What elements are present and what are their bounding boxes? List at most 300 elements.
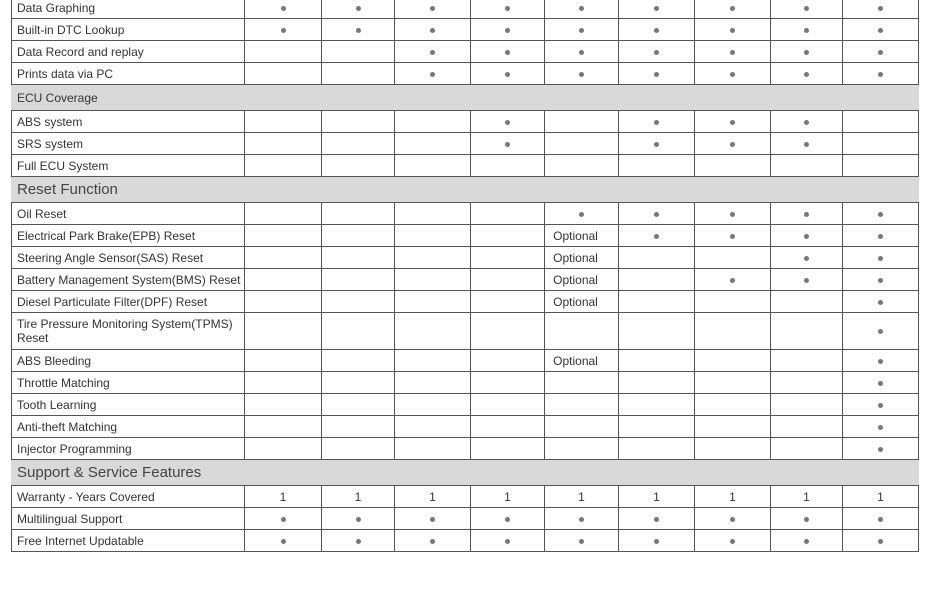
bullet-dot-icon xyxy=(654,212,659,217)
table-cell xyxy=(322,350,395,372)
table-cell xyxy=(619,486,695,508)
table-cell xyxy=(471,394,545,416)
bullet-dot-icon xyxy=(505,142,510,147)
table-cell xyxy=(545,155,619,177)
bullet-dot-icon xyxy=(579,72,584,77)
bullet-dot-icon xyxy=(430,539,435,544)
table-cell xyxy=(322,291,395,313)
table-cell xyxy=(395,269,471,291)
table-cell xyxy=(471,133,545,155)
table-cell xyxy=(471,372,545,394)
table-cell xyxy=(395,291,471,313)
bullet-dot-icon xyxy=(430,6,435,11)
bullet-dot-icon xyxy=(281,539,286,544)
bullet-dot-icon xyxy=(878,425,883,430)
table-cell xyxy=(843,416,919,438)
table-cell xyxy=(695,416,771,438)
table-cell xyxy=(771,0,843,19)
table-cell xyxy=(695,394,771,416)
table-cell xyxy=(545,486,619,508)
table-cell xyxy=(245,133,322,155)
bullet-dot-icon xyxy=(579,212,584,217)
table-row xyxy=(12,438,919,460)
table-cell xyxy=(471,350,545,372)
table-cell xyxy=(395,438,471,460)
table-cell xyxy=(395,225,471,247)
table-cell xyxy=(395,508,471,530)
table-cell xyxy=(695,203,771,225)
table-cell xyxy=(695,291,771,313)
table-cell xyxy=(471,291,545,313)
optional-text: Optional xyxy=(553,272,598,287)
table-cell xyxy=(695,486,771,508)
bullet-dot-icon xyxy=(878,212,883,217)
table-cell xyxy=(322,394,395,416)
bullet-dot-icon xyxy=(878,517,883,522)
bullet-dot-icon xyxy=(356,517,361,522)
table-cell xyxy=(695,269,771,291)
table-cell xyxy=(619,313,695,350)
section-header-row xyxy=(12,85,919,111)
table-cell xyxy=(545,203,619,225)
bullet-dot-icon xyxy=(878,234,883,239)
table-cell xyxy=(471,155,545,177)
bullet-dot-icon xyxy=(878,403,883,408)
table-cell xyxy=(322,225,395,247)
bullet-dot-icon xyxy=(654,142,659,147)
table-cell xyxy=(843,203,919,225)
cell-value: 1 xyxy=(877,489,884,504)
table-cell xyxy=(619,133,695,155)
bullet-dot-icon xyxy=(430,50,435,55)
feature-label: Diesel Particulate Filter(DPF) Reset xyxy=(12,291,245,313)
table-cell xyxy=(471,508,545,530)
bullet-dot-icon xyxy=(505,50,510,55)
feature-label: Steering Angle Sensor(SAS) Reset xyxy=(12,247,245,269)
table-row xyxy=(12,19,919,41)
table-row xyxy=(12,155,919,177)
table-cell xyxy=(471,225,545,247)
bullet-dot-icon xyxy=(579,6,584,11)
table-cell xyxy=(619,19,695,41)
table-cell xyxy=(471,416,545,438)
bullet-dot-icon xyxy=(430,28,435,33)
table-cell xyxy=(771,508,843,530)
table-cell xyxy=(843,111,919,133)
bullet-dot-icon xyxy=(654,517,659,522)
table-cell xyxy=(322,508,395,530)
table-cell xyxy=(245,350,322,372)
table-cell xyxy=(322,530,395,552)
bullet-dot-icon xyxy=(579,517,584,522)
table-cell xyxy=(843,19,919,41)
table-cell xyxy=(771,225,843,247)
feature-label: Tooth Learning xyxy=(12,394,245,416)
bullet-dot-icon xyxy=(579,50,584,55)
feature-label: Prints data via PC xyxy=(12,63,245,85)
bullet-dot-icon xyxy=(878,50,883,55)
table-cell xyxy=(471,438,545,460)
bullet-dot-icon xyxy=(730,212,735,217)
feature-label: Free Internet Updatable xyxy=(12,530,245,552)
table-cell xyxy=(695,0,771,19)
cell-value: 1 xyxy=(279,489,287,504)
section-title: ECU Coverage xyxy=(12,85,919,111)
table-cell xyxy=(619,530,695,552)
bullet-dot-icon xyxy=(654,28,659,33)
table-cell xyxy=(545,372,619,394)
table-cell xyxy=(843,41,919,63)
bullet-dot-icon xyxy=(804,6,809,11)
table-cell xyxy=(843,394,919,416)
table-cell xyxy=(545,41,619,63)
feature-label: Warranty - Years Covered xyxy=(12,486,245,508)
table-cell xyxy=(695,63,771,85)
table-cell xyxy=(843,133,919,155)
table-cell xyxy=(322,155,395,177)
table-cell xyxy=(695,41,771,63)
table-cell xyxy=(695,508,771,530)
comparison-table-body xyxy=(12,0,919,552)
cell-value: 1 xyxy=(578,489,585,504)
bullet-dot-icon xyxy=(505,120,510,125)
table-cell xyxy=(395,350,471,372)
table-cell xyxy=(545,508,619,530)
table-cell xyxy=(771,438,843,460)
table-row xyxy=(12,0,919,19)
table-cell xyxy=(771,486,843,508)
feature-label: Multilingual Support xyxy=(12,508,245,530)
feature-label: Anti-theft Matching xyxy=(12,416,245,438)
bullet-dot-icon xyxy=(654,234,659,239)
table-cell xyxy=(771,203,843,225)
table-cell xyxy=(771,41,843,63)
table-cell xyxy=(619,225,695,247)
table-cell xyxy=(471,486,545,508)
table-cell xyxy=(843,155,919,177)
table-cell xyxy=(322,63,395,85)
bullet-dot-icon xyxy=(878,72,883,77)
feature-label: Data Record and replay xyxy=(12,41,245,63)
bullet-dot-icon xyxy=(878,6,883,11)
table-cell xyxy=(545,269,619,291)
feature-label: Battery Management System(BMS) Reset xyxy=(12,269,245,291)
optional-text: Optional xyxy=(553,353,598,368)
table-row xyxy=(12,486,919,508)
table-cell xyxy=(771,111,843,133)
table-cell xyxy=(471,63,545,85)
bullet-dot-icon xyxy=(878,359,883,364)
table-cell xyxy=(395,133,471,155)
feature-label: Data Graphing xyxy=(12,0,245,19)
table-cell xyxy=(545,247,619,269)
table-cell xyxy=(695,133,771,155)
feature-label: Built-in DTC Lookup xyxy=(12,19,245,41)
bullet-dot-icon xyxy=(505,517,510,522)
table-cell xyxy=(771,155,843,177)
table-cell xyxy=(545,133,619,155)
table-cell xyxy=(843,225,919,247)
table-cell xyxy=(843,350,919,372)
table-row xyxy=(12,508,919,530)
bullet-dot-icon xyxy=(579,539,584,544)
bullet-dot-icon xyxy=(505,6,510,11)
table-cell xyxy=(471,313,545,350)
table-cell xyxy=(471,0,545,19)
table-cell xyxy=(843,313,919,350)
table-cell xyxy=(395,486,471,508)
table-cell xyxy=(771,133,843,155)
table-cell xyxy=(545,313,619,350)
table-cell xyxy=(843,372,919,394)
bullet-dot-icon xyxy=(804,142,809,147)
bullet-dot-icon xyxy=(878,300,883,305)
bullet-dot-icon xyxy=(654,72,659,77)
bullet-dot-icon xyxy=(804,212,809,217)
table-cell xyxy=(471,530,545,552)
table-row xyxy=(12,416,919,438)
table-cell xyxy=(545,530,619,552)
bullet-dot-icon xyxy=(654,120,659,125)
optional-text: Optional xyxy=(553,228,598,243)
table-cell xyxy=(771,394,843,416)
table-cell xyxy=(545,0,619,19)
bullet-dot-icon xyxy=(730,234,735,239)
bullet-dot-icon xyxy=(356,28,361,33)
bullet-dot-icon xyxy=(730,28,735,33)
feature-label: ABS system xyxy=(12,111,245,133)
table-cell xyxy=(619,155,695,177)
bullet-dot-icon xyxy=(878,447,883,452)
table-cell xyxy=(771,19,843,41)
table-cell xyxy=(771,416,843,438)
table-cell xyxy=(322,247,395,269)
table-cell xyxy=(545,19,619,41)
bullet-dot-icon xyxy=(281,28,286,33)
bullet-dot-icon xyxy=(878,28,883,33)
table-cell xyxy=(695,438,771,460)
bullet-dot-icon xyxy=(878,329,883,334)
table-cell xyxy=(245,438,322,460)
table-cell xyxy=(695,530,771,552)
table-cell xyxy=(471,111,545,133)
table-cell xyxy=(619,203,695,225)
feature-label: Electrical Park Brake(EPB) Reset xyxy=(12,225,245,247)
table-cell xyxy=(619,41,695,63)
feature-label: SRS system xyxy=(12,133,245,155)
bullet-dot-icon xyxy=(654,539,659,544)
table-cell xyxy=(395,63,471,85)
bullet-dot-icon xyxy=(654,6,659,11)
table-row xyxy=(12,111,919,133)
bullet-dot-icon xyxy=(730,278,735,283)
bullet-dot-icon xyxy=(505,28,510,33)
table-cell xyxy=(695,247,771,269)
bullet-dot-icon xyxy=(430,517,435,522)
feature-label: Throttle Matching xyxy=(12,372,245,394)
table-cell xyxy=(843,508,919,530)
table-cell xyxy=(771,313,843,350)
cell-value: 1 xyxy=(653,489,660,504)
table-cell xyxy=(471,247,545,269)
table-cell xyxy=(322,269,395,291)
table-cell xyxy=(322,111,395,133)
table-cell xyxy=(771,372,843,394)
table-cell xyxy=(843,0,919,19)
table-cell xyxy=(245,111,322,133)
table-cell xyxy=(245,372,322,394)
table-cell xyxy=(395,247,471,269)
table-cell xyxy=(322,372,395,394)
table-cell xyxy=(619,350,695,372)
table-row xyxy=(12,291,919,313)
table-cell xyxy=(695,350,771,372)
table-cell xyxy=(395,530,471,552)
table-cell xyxy=(245,155,322,177)
table-cell xyxy=(619,269,695,291)
table-cell xyxy=(545,416,619,438)
table-cell xyxy=(322,486,395,508)
table-row xyxy=(12,63,919,85)
table-cell xyxy=(395,416,471,438)
table-cell xyxy=(245,291,322,313)
section-title: Support & Service Features xyxy=(12,460,919,486)
bullet-dot-icon xyxy=(804,234,809,239)
table-cell xyxy=(395,313,471,350)
table-cell xyxy=(843,438,919,460)
table-cell xyxy=(843,247,919,269)
table-cell xyxy=(695,313,771,350)
table-cell xyxy=(322,438,395,460)
table-cell xyxy=(395,155,471,177)
table-cell xyxy=(843,291,919,313)
table-cell xyxy=(843,530,919,552)
bullet-dot-icon xyxy=(654,50,659,55)
table-cell xyxy=(322,19,395,41)
table-cell xyxy=(471,203,545,225)
table-cell xyxy=(395,372,471,394)
cell-value: 1 xyxy=(803,489,810,504)
table-cell xyxy=(245,269,322,291)
cell-value: 1 xyxy=(729,489,736,504)
table-cell xyxy=(322,41,395,63)
table-cell xyxy=(771,63,843,85)
table-cell xyxy=(771,350,843,372)
table-cell xyxy=(843,486,919,508)
table-row xyxy=(12,133,919,155)
table-cell xyxy=(619,291,695,313)
table-cell xyxy=(322,0,395,19)
feature-label: Oil Reset xyxy=(12,203,245,225)
table-row xyxy=(12,269,919,291)
table-cell xyxy=(245,203,322,225)
cell-value: 1 xyxy=(354,489,362,504)
table-cell xyxy=(322,133,395,155)
table-cell xyxy=(545,111,619,133)
feature-label: Full ECU System xyxy=(12,155,245,177)
table-cell xyxy=(545,394,619,416)
table-cell xyxy=(695,372,771,394)
table-cell xyxy=(545,350,619,372)
feature-label: Tire Pressure Monitoring System(TPMS) Reset xyxy=(12,313,245,350)
table-cell xyxy=(619,0,695,19)
table-cell xyxy=(395,19,471,41)
table-cell xyxy=(245,486,322,508)
table-cell xyxy=(545,225,619,247)
bullet-dot-icon xyxy=(505,539,510,544)
bullet-dot-icon xyxy=(804,517,809,522)
table-cell xyxy=(695,155,771,177)
bullet-dot-icon xyxy=(281,517,286,522)
section-header-row xyxy=(12,460,919,486)
table-cell xyxy=(771,530,843,552)
table-cell xyxy=(395,0,471,19)
table-cell xyxy=(471,269,545,291)
table-cell xyxy=(545,438,619,460)
table-cell xyxy=(245,530,322,552)
table-cell xyxy=(245,247,322,269)
table-cell xyxy=(619,111,695,133)
table-cell xyxy=(245,0,322,19)
bullet-dot-icon xyxy=(804,278,809,283)
bullet-dot-icon xyxy=(804,539,809,544)
bullet-dot-icon xyxy=(878,256,883,261)
table-cell xyxy=(245,225,322,247)
table-cell xyxy=(619,394,695,416)
table-row xyxy=(12,350,919,372)
table-cell xyxy=(245,313,322,350)
bullet-dot-icon xyxy=(730,6,735,11)
table-row xyxy=(12,394,919,416)
bullet-dot-icon xyxy=(878,539,883,544)
table-cell xyxy=(545,63,619,85)
table-cell xyxy=(771,291,843,313)
table-row xyxy=(12,203,919,225)
table-cell xyxy=(471,19,545,41)
table-row xyxy=(12,41,919,63)
bullet-dot-icon xyxy=(730,120,735,125)
bullet-dot-icon xyxy=(804,28,809,33)
bullet-dot-icon xyxy=(878,278,883,283)
table-cell xyxy=(619,247,695,269)
table-cell xyxy=(395,203,471,225)
section-title: Reset Function xyxy=(12,177,919,203)
bullet-dot-icon xyxy=(730,50,735,55)
table-cell xyxy=(619,63,695,85)
bullet-dot-icon xyxy=(356,6,361,11)
table-cell xyxy=(695,225,771,247)
bullet-dot-icon xyxy=(804,256,809,261)
table-cell xyxy=(322,203,395,225)
table-cell xyxy=(245,508,322,530)
table-cell xyxy=(245,63,322,85)
bullet-dot-icon xyxy=(579,28,584,33)
table-cell xyxy=(771,269,843,291)
table-cell xyxy=(619,508,695,530)
bullet-dot-icon xyxy=(804,50,809,55)
table-cell xyxy=(395,111,471,133)
table-cell xyxy=(245,394,322,416)
table-cell xyxy=(245,19,322,41)
table-row xyxy=(12,247,919,269)
feature-label: ABS Bleeding xyxy=(12,350,245,372)
bullet-dot-icon xyxy=(730,517,735,522)
table-cell xyxy=(619,372,695,394)
table-row xyxy=(12,225,919,247)
table-cell xyxy=(545,291,619,313)
table-cell xyxy=(395,41,471,63)
table-cell xyxy=(771,247,843,269)
